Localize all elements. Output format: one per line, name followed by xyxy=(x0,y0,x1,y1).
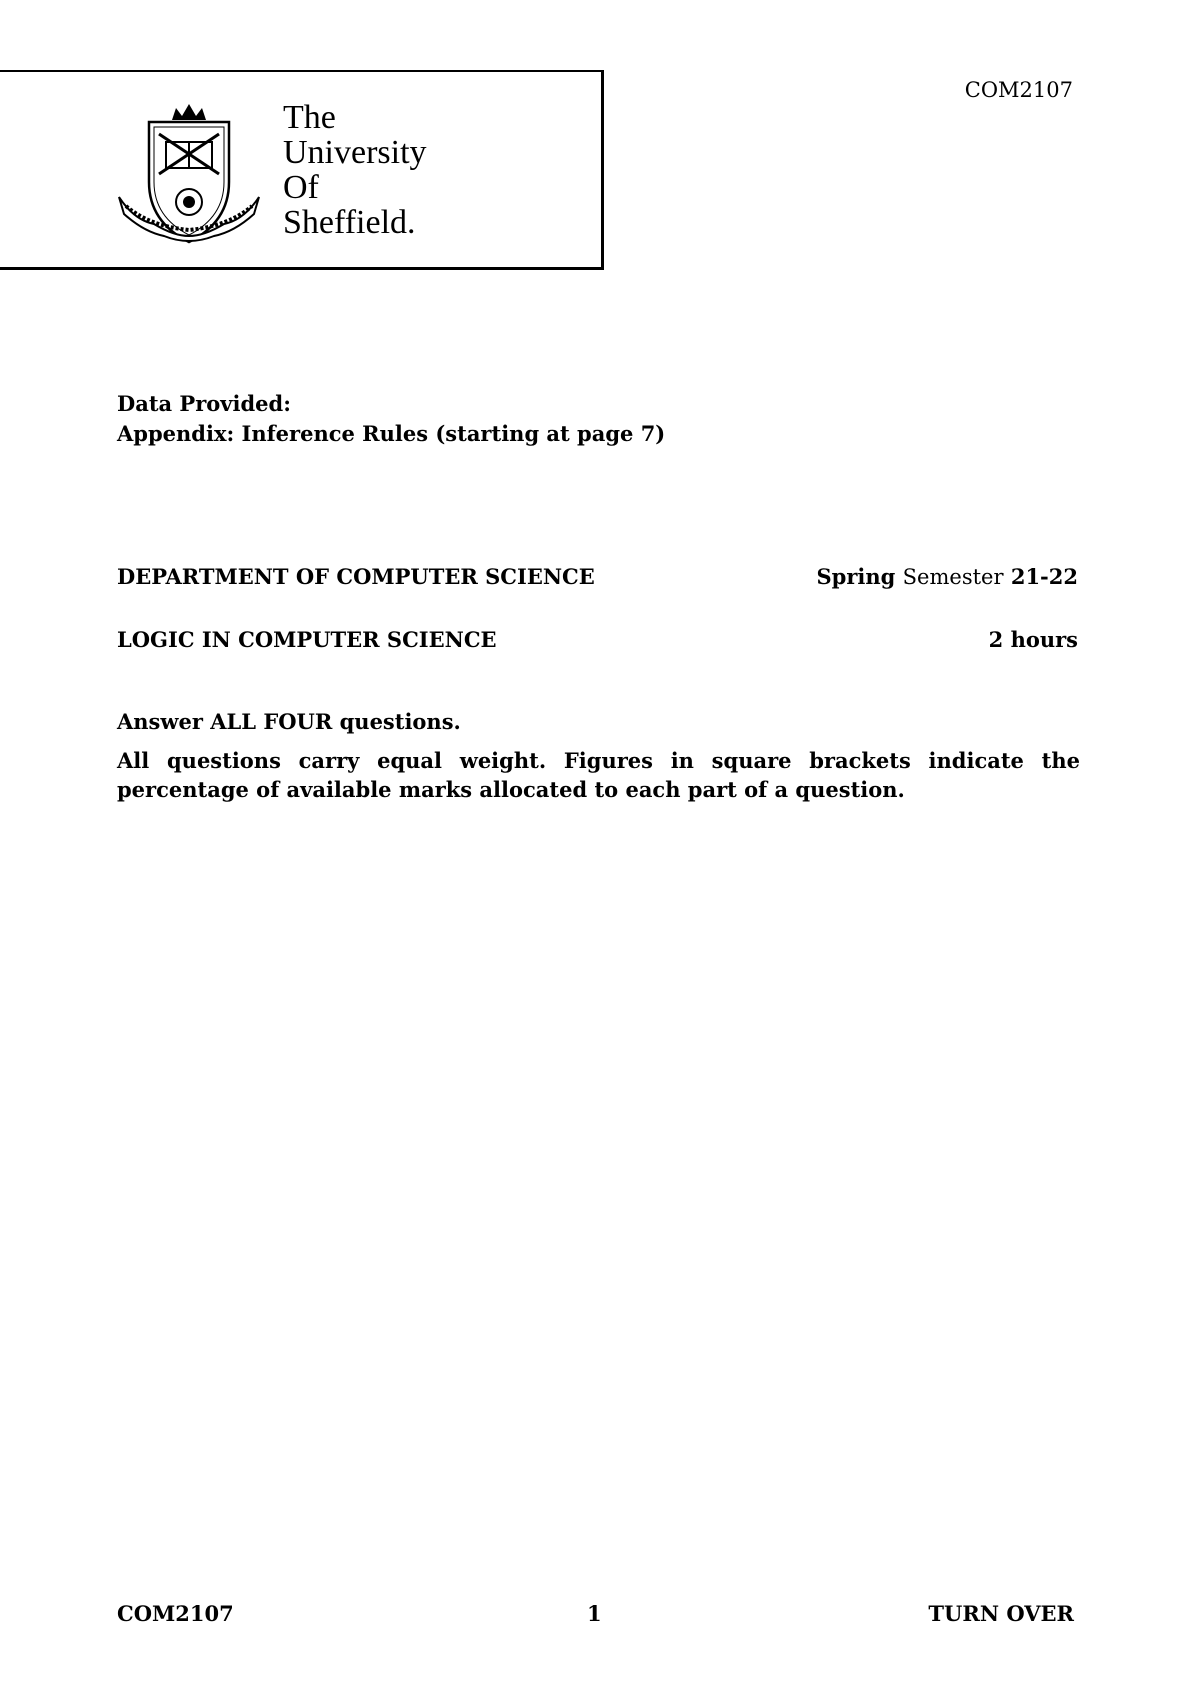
footer-course-code: COM2107 xyxy=(117,1601,234,1626)
semester: Spring Semester 21-22 xyxy=(816,564,1078,589)
header-course-code: COM2107 xyxy=(964,78,1073,102)
department-row xyxy=(117,564,1078,589)
course-title: LOGIC IN COMPUTER SCIENCE xyxy=(117,627,497,652)
appendix-note: Appendix: Inference Rules (starting at page 7) xyxy=(117,421,666,446)
instructions xyxy=(117,709,1080,804)
turn-over-label: TURN OVER xyxy=(928,1601,1074,1626)
weighting-instruction: All questions carry equal weight. Figures in square brackets indicate the percentage of available marks allocated to each part of a question. xyxy=(117,748,1080,802)
answer-instruction: Answer ALL FOUR questions. xyxy=(117,709,461,734)
course-row xyxy=(117,627,1078,652)
data-provided xyxy=(117,389,665,449)
university-wordmark: The University Of Sheffield. xyxy=(283,99,427,241)
university-logo xyxy=(0,70,604,270)
department-name: DEPARTMENT OF COMPUTER SCIENCE xyxy=(117,564,595,589)
university-crest-icon xyxy=(114,102,264,252)
data-provided-label: Data Provided: xyxy=(117,391,291,416)
page-number: 1 xyxy=(587,1601,602,1626)
exam-duration: 2 hours xyxy=(988,627,1078,652)
